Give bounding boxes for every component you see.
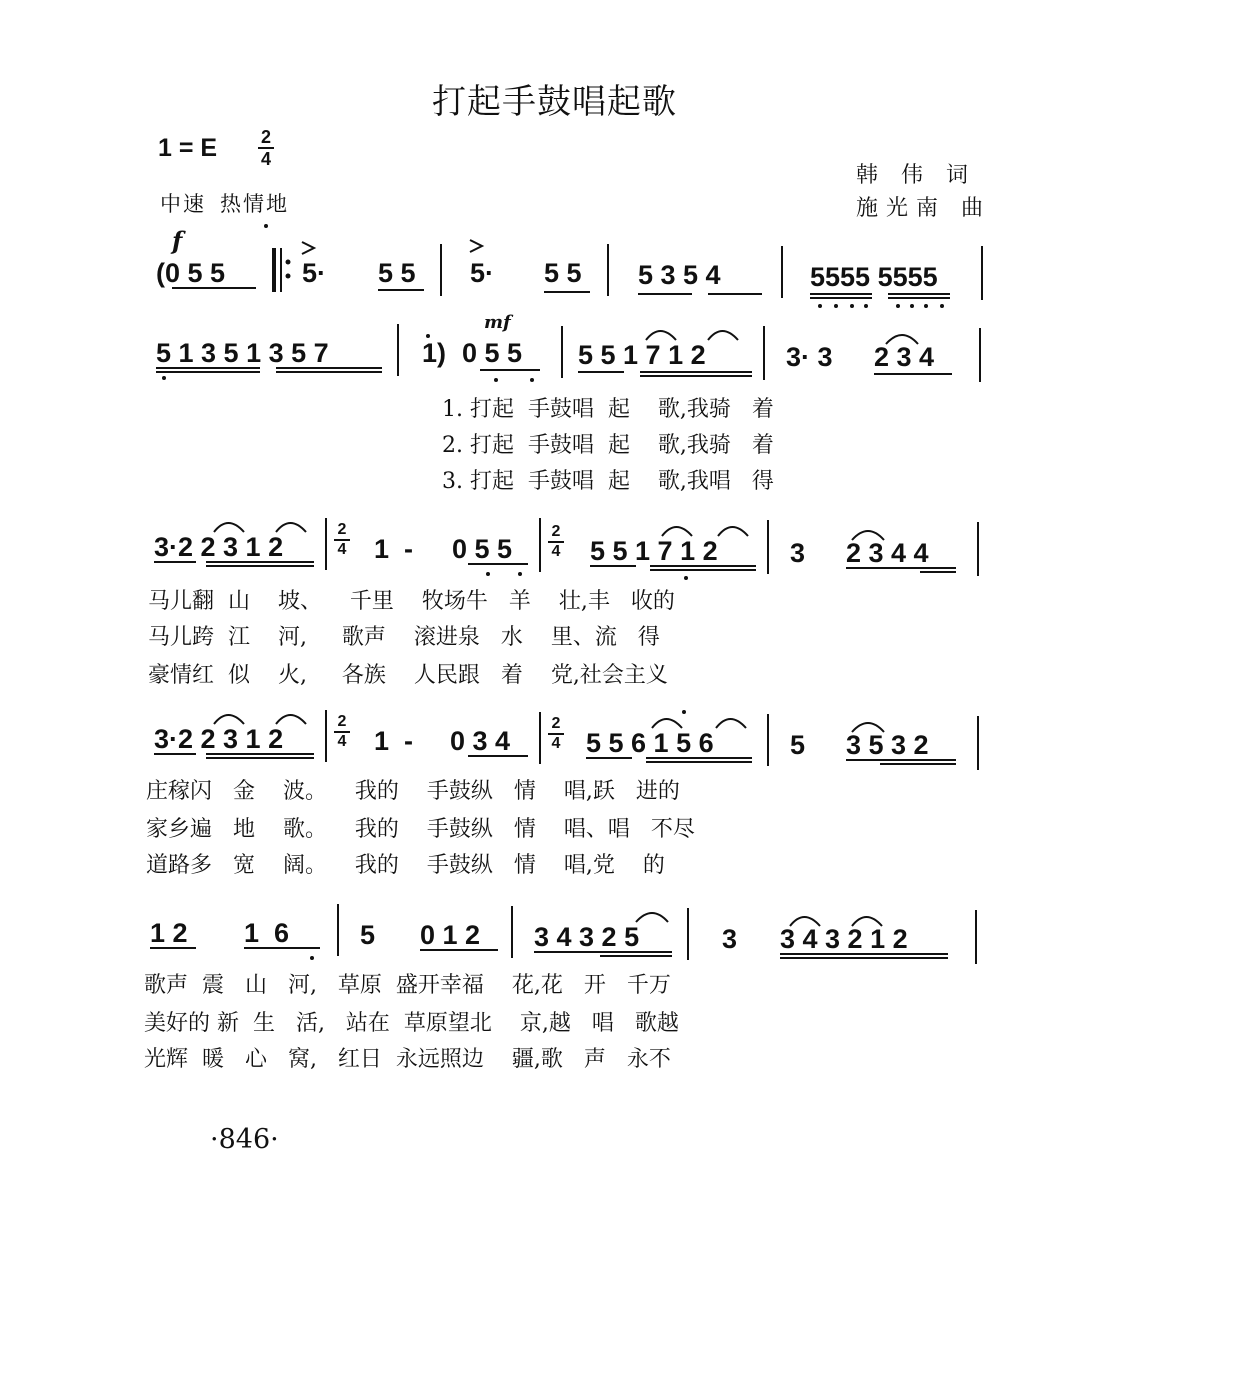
measure-notes: 3 4 3 2 5 (534, 922, 640, 952)
lyric-verse-1: 庄稼闪 金 波。 我的 手鼓纵 情 唱,跃 进的 (146, 779, 680, 804)
measure-notes: 1 6 (244, 918, 290, 948)
time-signature-top: 2 (337, 713, 347, 730)
lyric-verse-3: 道路多 宽 阔。 我的 手鼓纵 情 唱,党 的 (146, 853, 665, 878)
lyric-verse-3: 光辉 暖 心 窝, 红日 永远照边 疆,歌 声 永不 (144, 1047, 671, 1072)
time-signature-change (548, 716, 564, 752)
song-title: 打起手鼓唱起歌 (432, 82, 677, 122)
dynamic-mezzo-forte: mf (484, 312, 511, 333)
lyric-verse-2: 2. 打起 手鼓唱 起 歌,我骑 着 (442, 433, 774, 458)
measure-notes: 5 5 1 7 1 2 (590, 536, 718, 566)
lyric-verse-3: 3. 打起 手鼓唱 起 歌,我唱 得 (442, 469, 774, 494)
measure-notes: 5 (360, 920, 376, 950)
time-signature-change (334, 714, 350, 750)
measure-notes: 0 5 5 (452, 534, 513, 564)
time-signature-change (548, 524, 564, 560)
time-signature-bottom: 4 (551, 543, 561, 560)
key-signature: 1 = E (158, 134, 218, 162)
lyricist-credit: 韩 伟 词 (856, 163, 976, 188)
time-signature-change (334, 522, 350, 558)
measure-notes: (0 5 5 (156, 258, 226, 288)
measure-notes: 0 5 5 (462, 338, 523, 368)
measure-notes: 0 1 2 (420, 920, 481, 950)
measure-notes: 3· 3 (786, 342, 833, 372)
measure-notes: 3 5 3 2 (846, 730, 929, 760)
measure-notes: 3·2 2 3 1 2 (154, 724, 284, 754)
expression-marking: 热情地 (220, 192, 289, 216)
measure-notes: 1 - (374, 726, 414, 756)
measure-notes: 3·2 2 3 1 2 (154, 532, 284, 562)
lyric-verse-1: 1. 打起 手鼓唱 起 歌,我骑 着 (442, 397, 774, 422)
measure-notes: 3 (722, 924, 738, 954)
time-signature-top: 2 (551, 715, 561, 732)
measure-notes: 1) (422, 338, 447, 368)
lyric-verse-1: 马儿翻 山 坡、 千里 牧场牛 羊 壮,丰 收的 (148, 589, 675, 614)
measure-notes: 3 (790, 538, 806, 568)
time-signature-bottom: 4 (260, 149, 271, 169)
page-number: ·846· (210, 1124, 279, 1155)
measure-notes: 2 3 4 4 (846, 538, 929, 568)
measure-notes: 5 5 (378, 258, 416, 288)
time-signature-bottom: 4 (337, 733, 347, 750)
measure-notes: 5 5 1 7 1 2 (578, 340, 706, 370)
time-signature-top: 2 (260, 127, 271, 147)
lyric-verse-2: 家乡遍 地 歌。 我的 手鼓纵 情 唱、唱 不尽 (146, 817, 695, 842)
time-signature-top: 2 (337, 521, 347, 538)
measure-notes: 5 1 3 5 1 3 5 7 (156, 338, 329, 368)
measure-notes: 1 2 (150, 918, 188, 948)
measure-notes: 5 (790, 730, 806, 760)
composer-credit: 施光南 曲 (856, 196, 991, 221)
measure-notes: 5 3 5 4 (638, 260, 721, 290)
lyric-verse-1: 歌声 震 山 河, 草原 盛开幸福 花,花 开 千万 (144, 973, 671, 998)
dynamic-forte: f (172, 226, 183, 255)
measure-notes: 5· (470, 258, 495, 288)
lyric-verse-3: 豪情红 似 火, 各族 人民跟 着 党,社会主义 (148, 663, 668, 688)
lyric-verse-2: 马儿跨 江 河, 歌声 滚进泉 水 里、流 得 (148, 625, 660, 650)
measure-notes: 2 3 4 (874, 342, 935, 372)
time-signature-bottom: 4 (337, 541, 347, 558)
lyric-verse-2: 美好的 新 生 活, 站在 草原望北 京,越 唱 歌越 (144, 1011, 679, 1036)
tempo-marking: 中速 (160, 192, 206, 216)
measure-notes: 5 5 (544, 258, 582, 288)
measure-notes: 5 5 6 1 5 6 (586, 728, 714, 758)
time-signature-top: 2 (551, 523, 561, 540)
time-signature-bottom: 4 (551, 735, 561, 752)
measure-notes: 0 3 4 (450, 726, 511, 756)
measure-notes: 1 - (374, 534, 414, 564)
measure-notes: 5555 5555 (810, 262, 938, 292)
measure-notes: 5· (302, 258, 327, 288)
measure-notes: 3 4 3 2 1 2 (780, 924, 908, 954)
